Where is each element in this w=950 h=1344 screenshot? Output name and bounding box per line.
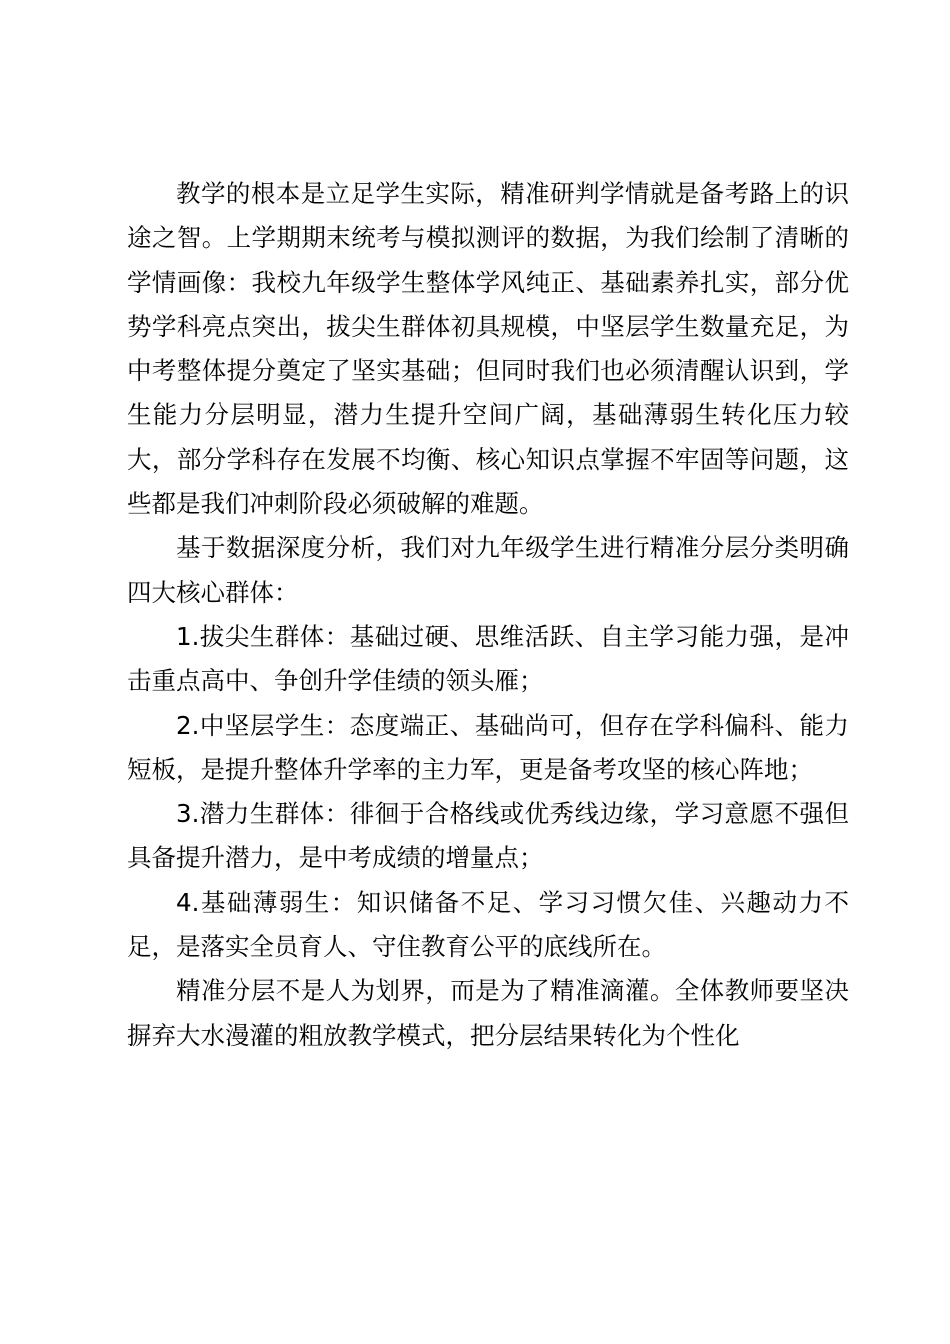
list-item-middle-students: 2.中坚层学生：态度端正、基础尚可，但存在学科偏科、能力短板，是提升整体升学率的主力军，更是备考攻坚的核心阵地； bbox=[127, 710, 849, 784]
paragraph-learning-analysis: 教学的根本是立足学生实际，精准研判学情就是备考路上的识途之智。上学期期末统考与模拟测评的数据，为我们绘制了清晰的学情画像：我校九年级学生整体学风纯正、基础素养扎实，部分优势学科亮点突出，拔尖生群体初具规模，中坚层学生数量充足，为中考整体提分奠定了坚实基础；但同时我们也必须清醒认识到，学生能力分层明显，潜力生提升空间广阔，基础薄弱生转化压力较大，部分学科存在发展不均衡、核心知识点掌握不牢固等问题，这些都是我们冲刺阶段必须破解的难题。 bbox=[127, 179, 849, 519]
document-body bbox=[127, 172, 849, 1058]
list-item-potential-students: 3.潜力生群体：徘徊于合格线或优秀线边缘，学习意愿不强但具备提升潜力，是中考成绩的增量点； bbox=[127, 799, 849, 873]
list-item-weak-students: 4.基础薄弱生：知识储备不足、学习习惯欠佳、兴趣动力不足，是落实全员育人、守住教育公平的底线所在。 bbox=[127, 887, 849, 962]
paragraph-grouping-intro: 基于数据深度分析，我们对九年级学生进行精准分层分类明确四大核心群体： bbox=[127, 533, 849, 607]
list-item-top-students: 1.拔尖生群体：基础过硬、思维活跃、自主学习能力强，是冲击重点高中、争创升学佳绩的领头雁； bbox=[127, 621, 849, 696]
paragraph-precision-teaching: 精准分层不是人为划界，而是为了精准滴灌。全体教师要坚决摒弃大水漫灌的粗放教学模式，把分层结果转化为个性化 bbox=[127, 976, 849, 1050]
